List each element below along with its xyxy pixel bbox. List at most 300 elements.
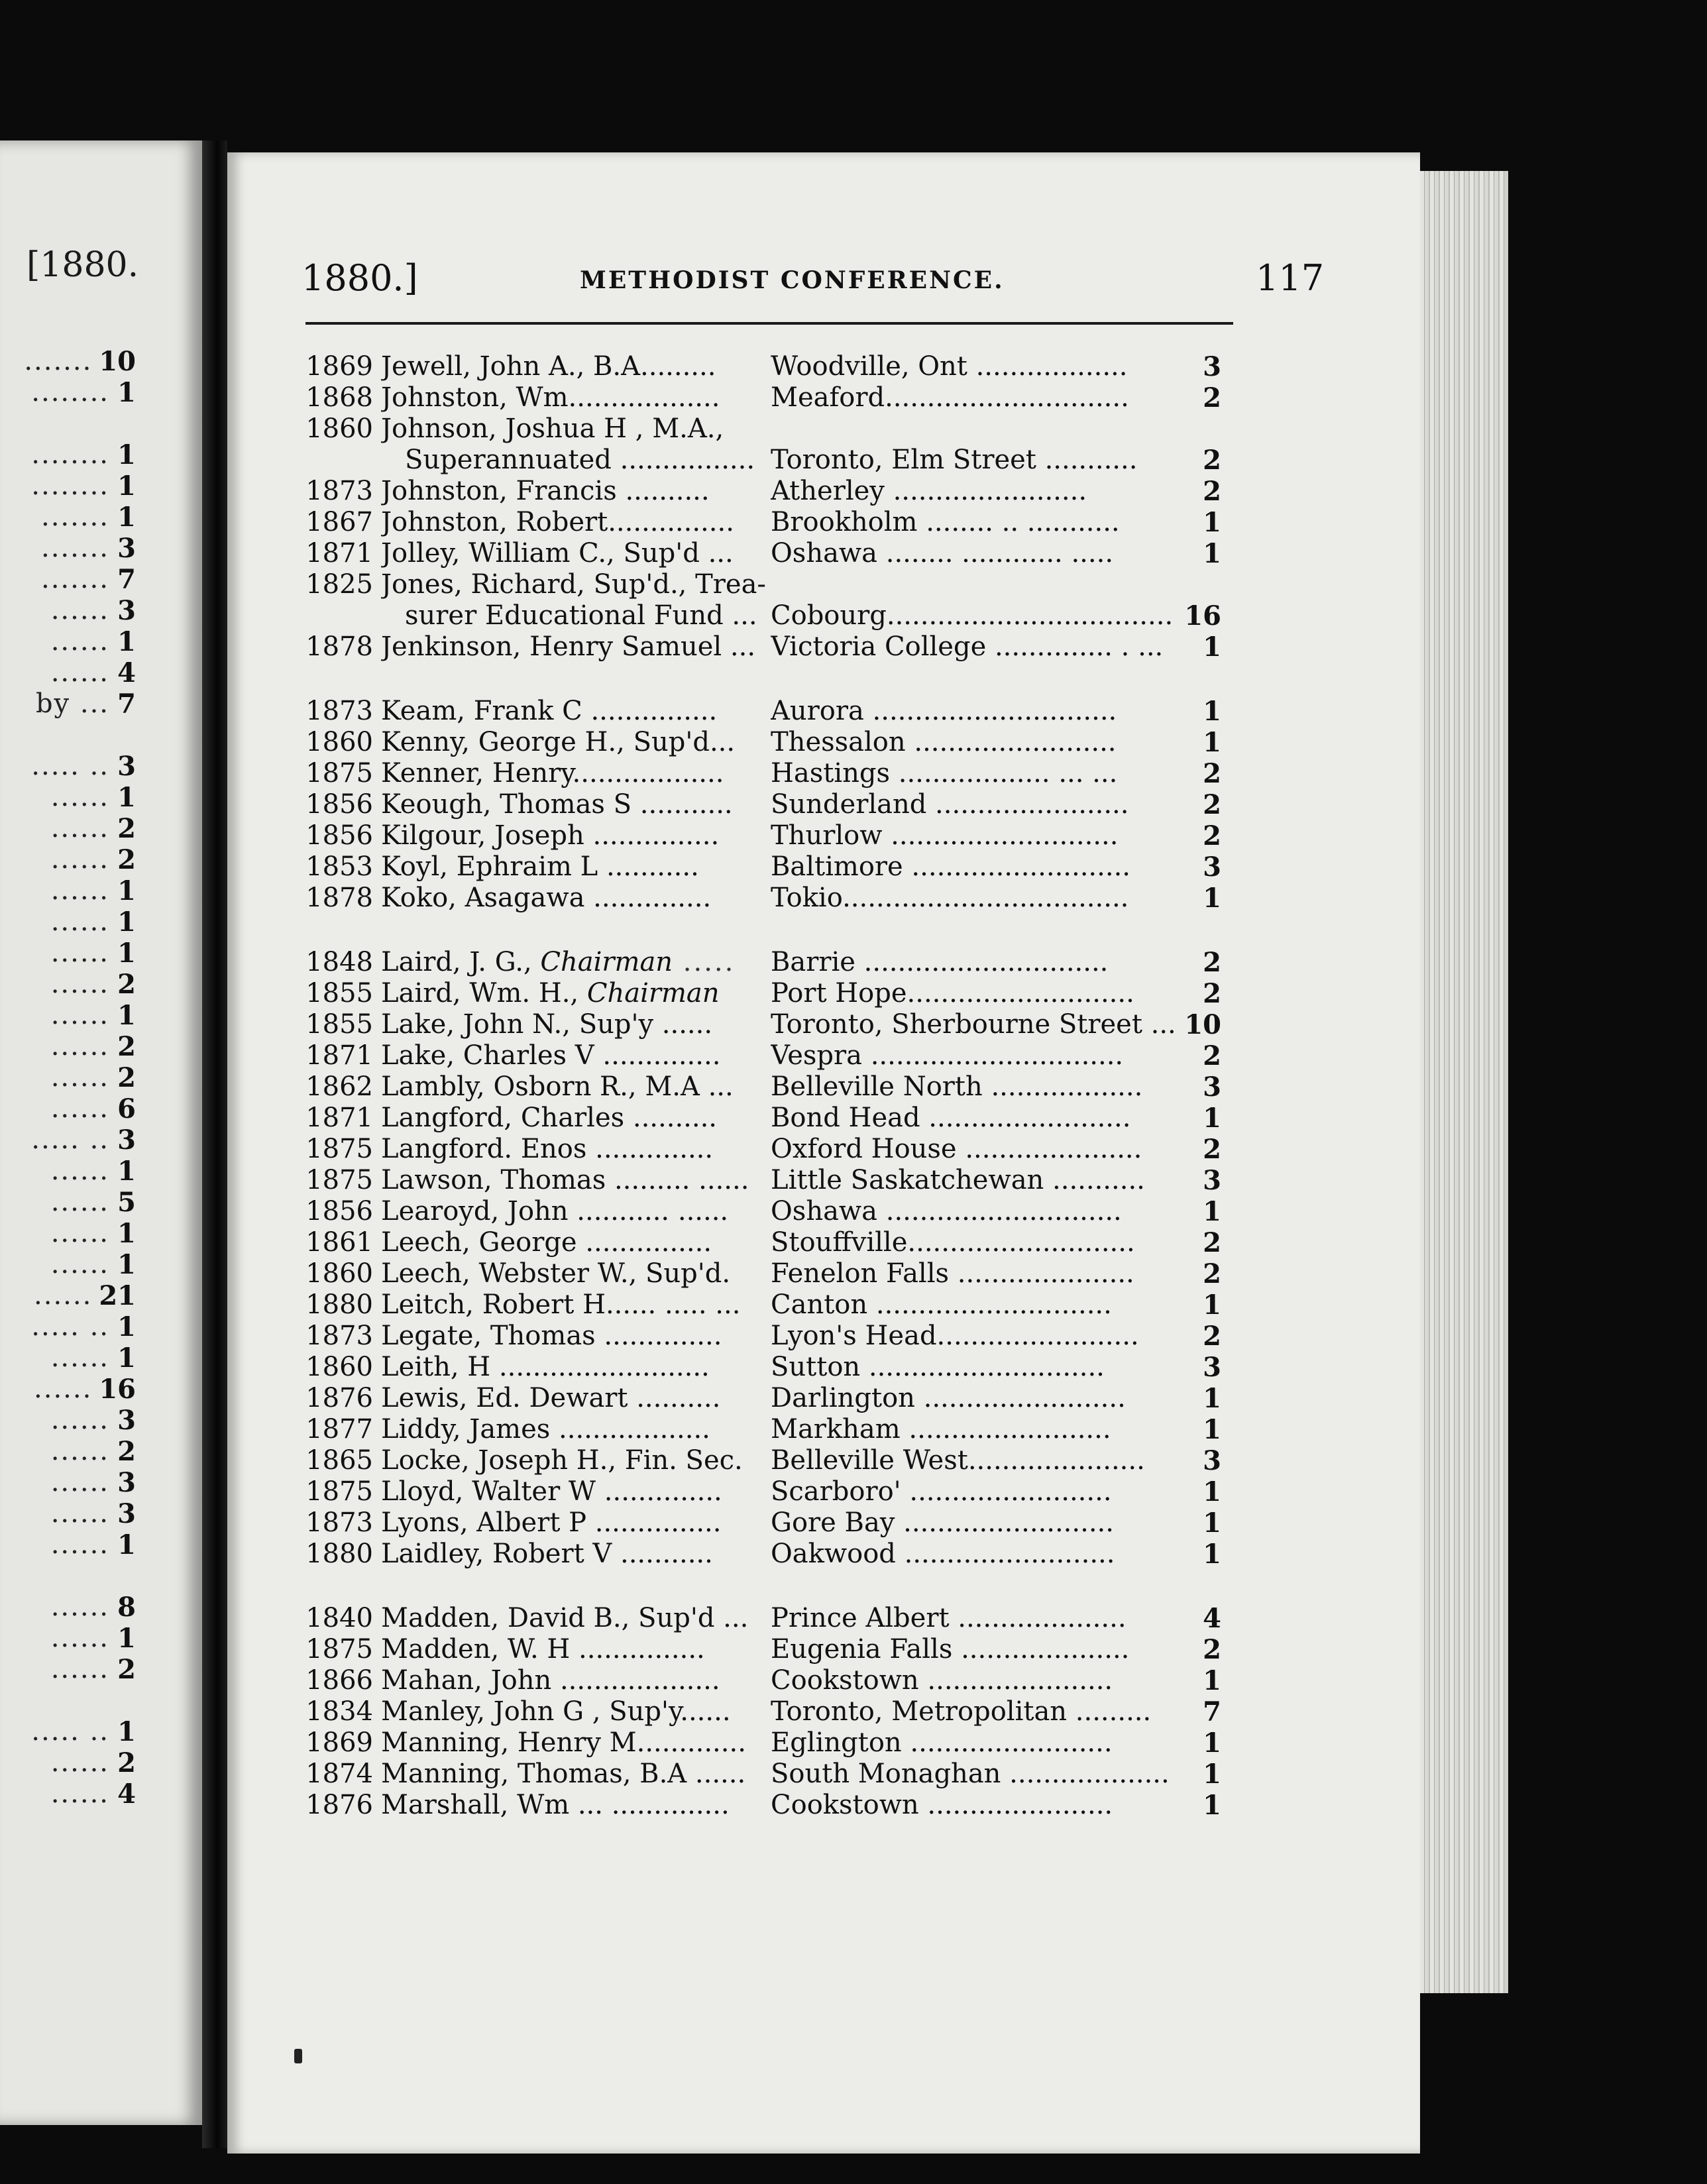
previous-page-row xyxy=(0,1623,136,1654)
minister-entry xyxy=(227,382,1420,413)
previous-page-row xyxy=(0,1716,136,1747)
entry-years-count: 2 xyxy=(1203,758,1221,789)
entry-name-text: Laird, J. G., xyxy=(381,947,541,977)
minister-entry xyxy=(227,727,1420,758)
previous-page-row xyxy=(0,1187,136,1218)
previous-page-row xyxy=(0,657,136,688)
minister-entry xyxy=(227,1603,1420,1634)
row-leader: ........ xyxy=(31,470,109,501)
entry-years-count: 1 xyxy=(1203,1289,1221,1321)
row-leader: ...... xyxy=(50,969,109,999)
row-value: 1 xyxy=(117,1311,136,1342)
minister-entry xyxy=(227,1352,1420,1383)
minister-entry xyxy=(227,445,1420,476)
row-leader: ...... xyxy=(50,1249,109,1280)
row-value: 1 xyxy=(117,938,136,969)
entry-years-count: 1 xyxy=(1203,1414,1221,1445)
minister-entry xyxy=(227,820,1420,851)
entry-years-count: 1 xyxy=(1203,1539,1221,1570)
entry-years-count: 16 xyxy=(1184,600,1221,631)
minister-entry xyxy=(227,1665,1420,1696)
entry-station: Sunderland ....................... xyxy=(771,789,1129,820)
minister-entry xyxy=(227,696,1420,727)
entry-name-text: Kenny, George H., Sup'd... xyxy=(381,727,736,757)
entry-station: Victoria College .............. . ... xyxy=(771,631,1164,662)
row-leader: ...... xyxy=(34,1374,93,1404)
entry-station: Thurlow ........................... xyxy=(771,820,1119,851)
entry-office-italic: Chairman xyxy=(586,978,720,1009)
entry-years-count: 1 xyxy=(1203,631,1221,663)
minister-entry xyxy=(227,947,1420,978)
entry-years-count: 1 xyxy=(1203,1790,1221,1821)
row-leader: ...... xyxy=(50,938,109,968)
entry-name-text: Lambly, Osborn R., M.A ... xyxy=(381,1071,734,1102)
entry-year: 1865 xyxy=(305,1445,373,1476)
entry-station: Oxford House ..................... xyxy=(771,1134,1142,1164)
entry-station: Gore Bay ......................... xyxy=(771,1507,1114,1538)
row-value: 1 xyxy=(117,1342,136,1374)
entry-year: 1860 xyxy=(305,1352,373,1382)
minister-entry xyxy=(227,538,1420,569)
previous-page-row xyxy=(0,1654,136,1685)
entry-station: Meaford............................. xyxy=(771,382,1129,413)
row-value: 6 xyxy=(117,1093,136,1124)
letter-group xyxy=(227,696,1420,914)
entry-name-text: Laird, Wm. H., xyxy=(381,978,587,1009)
main-page xyxy=(227,152,1420,2154)
entry-year: 1848 xyxy=(305,947,373,977)
entry-name-text: Kilgour, Joseph ............... xyxy=(381,820,720,851)
minister-entry xyxy=(227,1727,1420,1759)
entry-name-text: Jolley, William C., Sup'd ... xyxy=(381,538,734,569)
previous-page-row xyxy=(0,626,136,657)
row-leader: ...... xyxy=(50,1747,109,1778)
minister-entry xyxy=(227,1634,1420,1665)
minister-entry xyxy=(227,1383,1420,1414)
previous-page-row xyxy=(0,1093,136,1124)
letter-group xyxy=(227,351,1420,663)
row-leader: ..... .. xyxy=(31,751,109,781)
entry-year: 1876 xyxy=(305,1790,373,1820)
entry-year: 1855 xyxy=(305,1009,373,1040)
entry-name xyxy=(381,569,977,600)
row-value: 1 xyxy=(117,377,136,408)
entry-year: 1869 xyxy=(305,1727,373,1758)
minister-entry xyxy=(227,1103,1420,1134)
minister-entry xyxy=(227,1790,1420,1821)
entry-year: 1853 xyxy=(305,851,373,882)
previous-page-row xyxy=(0,844,136,875)
row-leader: ...... xyxy=(50,1062,109,1093)
minister-entry xyxy=(227,1134,1420,1165)
minister-entry xyxy=(227,1258,1420,1289)
minister-entry xyxy=(227,1696,1420,1727)
minister-entry xyxy=(227,883,1420,914)
minister-entry xyxy=(227,1227,1420,1258)
entry-years-count: 3 xyxy=(1203,1165,1221,1196)
entry-years-count: 3 xyxy=(1203,1071,1221,1103)
page-edge-stack xyxy=(1405,171,1508,1993)
row-leader: by ... xyxy=(35,688,109,719)
previous-page-row xyxy=(0,1405,136,1436)
previous-page-row xyxy=(0,408,136,439)
row-value: 2 xyxy=(117,1062,136,1093)
entry-station: Eugenia Falls .................... xyxy=(771,1634,1130,1665)
entry-year: 1855 xyxy=(305,978,373,1009)
letter-group xyxy=(227,947,1420,1570)
minister-entry xyxy=(227,1071,1420,1103)
previous-page-row xyxy=(0,533,136,564)
entry-year: 1875 xyxy=(305,1476,373,1507)
entry-year: 1877 xyxy=(305,1414,373,1445)
minister-entry xyxy=(227,1445,1420,1476)
previous-page-row xyxy=(0,1747,136,1778)
entry-year: 1880 xyxy=(305,1539,373,1569)
entry-years-count: 3 xyxy=(1203,1445,1221,1476)
entry-name-text: Lake, Charles V .............. xyxy=(381,1040,721,1071)
row-leader: ...... xyxy=(50,1623,109,1653)
entry-years-count: 3 xyxy=(1203,351,1221,382)
row-leader: ...... xyxy=(50,1778,109,1809)
entry-name-text: Manning, Thomas, B.A ...... xyxy=(381,1759,746,1789)
row-value: 1 xyxy=(117,782,136,813)
entry-year: 1860 xyxy=(305,727,373,757)
entry-name-text: Langford, Charles .......... xyxy=(381,1103,718,1133)
entry-station: Darlington ........................ xyxy=(771,1383,1126,1413)
entry-years-count: 1 xyxy=(1203,727,1221,758)
entry-station: Oakwood ......................... xyxy=(771,1539,1115,1569)
entry-name-text: Langford. Enos .............. xyxy=(381,1134,714,1164)
entry-years-count: 1 xyxy=(1203,1383,1221,1414)
minister-entry xyxy=(227,1196,1420,1227)
running-head-title: METHODIST CONFERENCE. xyxy=(580,266,1005,294)
entry-name-text: Johnston, Robert............... xyxy=(381,507,734,537)
minister-entry xyxy=(227,1414,1420,1445)
entry-years-count: 3 xyxy=(1203,1352,1221,1383)
previous-page-row xyxy=(0,1000,136,1031)
row-value: 1 xyxy=(117,439,136,470)
entry-station: Brookholm ........ .. ........... xyxy=(771,507,1120,537)
previous-page-row xyxy=(0,1778,136,1810)
entry-name-tail: ..... xyxy=(673,947,736,977)
entry-years-count: 2 xyxy=(1203,445,1221,476)
entry-station: Markham ........................ xyxy=(771,1414,1111,1445)
row-value: 3 xyxy=(117,595,136,626)
entry-year: 1878 xyxy=(305,883,373,913)
minister-entry xyxy=(227,851,1420,883)
entry-station: Oshawa ............................ xyxy=(771,1196,1122,1227)
entry-years-count: 2 xyxy=(1203,382,1221,413)
entry-name-text: Leech, George ............... xyxy=(381,1227,712,1258)
row-value: 2 xyxy=(117,969,136,1000)
row-leader: ....... xyxy=(24,346,93,376)
entry-name-text: Lewis, Ed. Dewart .......... xyxy=(381,1383,721,1413)
row-leader: ...... xyxy=(50,1093,109,1124)
entry-station: Toronto, Elm Street ........... xyxy=(771,445,1138,475)
row-leader: ...... xyxy=(50,1654,109,1684)
previous-page-row xyxy=(0,720,136,751)
row-leader: ...... xyxy=(50,875,109,906)
entry-year: 1873 xyxy=(305,1507,373,1538)
entry-years-count: 2 xyxy=(1203,947,1221,978)
entry-year: 1860 xyxy=(305,1258,373,1289)
entry-name-text: Madden, W. H ............... xyxy=(381,1634,705,1665)
entry-station: Hastings .................. ... ... xyxy=(771,758,1118,789)
entry-year: 1876 xyxy=(305,1383,373,1413)
row-value xyxy=(116,408,136,439)
entry-year: 1871 xyxy=(305,1103,373,1133)
entry-year: 1861 xyxy=(305,1227,373,1258)
entry-station: Canton ............................ xyxy=(771,1289,1112,1320)
entry-name-text: Superannuated ................ xyxy=(405,445,755,475)
row-leader: ...... xyxy=(50,626,109,657)
entry-station: Aurora ............................. xyxy=(771,696,1117,726)
previous-page-row xyxy=(0,1031,136,1062)
entry-years-count: 2 xyxy=(1203,820,1221,851)
entry-years-count: 2 xyxy=(1203,978,1221,1009)
entry-name-text: Jewell, John A., B.A......... xyxy=(381,351,716,382)
row-leader: ...... xyxy=(50,1156,109,1186)
row-value: 1 xyxy=(117,1249,136,1280)
row-leader: ...... xyxy=(50,1342,109,1373)
entry-name-text: Leitch, Robert H...... ..... ... xyxy=(381,1289,741,1320)
entry-station: South Monaghan ................... xyxy=(771,1759,1170,1789)
previous-page-row xyxy=(0,1342,136,1374)
entry-year: 1871 xyxy=(305,538,373,569)
row-leader: ..... .. xyxy=(31,1124,109,1155)
minister-entry xyxy=(227,1507,1420,1539)
row-value: 1 xyxy=(117,1529,136,1560)
row-value: 1 xyxy=(117,470,136,502)
entry-years-count: 2 xyxy=(1203,789,1221,820)
entry-years-count: 2 xyxy=(1203,1321,1221,1352)
previous-page-row xyxy=(0,1218,136,1249)
entry-name-text: Madden, David B., Sup'd ... xyxy=(381,1603,749,1633)
entry-name-text: Koko, Asagawa .............. xyxy=(381,883,712,913)
entry-year: 1856 xyxy=(305,1196,373,1227)
previous-page-row xyxy=(0,1529,136,1560)
row-leader: ........ xyxy=(31,377,109,408)
entry-years-count: 3 xyxy=(1203,851,1221,883)
row-leader: ...... xyxy=(50,1187,109,1217)
row-leader: ..... .. xyxy=(31,1716,109,1747)
entry-name-text: Kenner, Henry.................. xyxy=(381,758,724,789)
entry-years-count: 2 xyxy=(1203,1134,1221,1165)
row-value xyxy=(116,720,136,751)
entry-station: Cookstown ...................... xyxy=(771,1790,1113,1820)
entry-station: Baltimore .......................... xyxy=(771,851,1131,882)
entry-years-count: 1 xyxy=(1203,1727,1221,1759)
entry-years-count: 1 xyxy=(1203,1507,1221,1539)
entry-name-text: Manning, Henry M............. xyxy=(381,1727,746,1758)
entry-year: 1867 xyxy=(305,507,373,537)
entry-name-text: Keough, Thomas S ........... xyxy=(381,789,733,820)
entry-station: Barrie ............................. xyxy=(771,947,1109,977)
header-rule xyxy=(305,322,1233,325)
previous-page-fragment xyxy=(0,140,202,2125)
entry-years-count: 1 xyxy=(1203,696,1221,727)
row-leader: ...... xyxy=(50,782,109,812)
row-leader: ...... xyxy=(50,1031,109,1062)
row-value: 2 xyxy=(117,844,136,875)
entry-name-text: Lawson, Thomas ......... ...... xyxy=(381,1165,749,1195)
previous-page-row xyxy=(0,346,136,377)
entry-station: Port Hope........................... xyxy=(771,978,1134,1009)
entry-years-count: 2 xyxy=(1203,1040,1221,1071)
entry-station: Fenelon Falls ..................... xyxy=(771,1258,1134,1289)
minister-entry xyxy=(227,1759,1420,1790)
row-value: 2 xyxy=(117,1031,136,1062)
row-leader: ........ xyxy=(31,439,109,470)
row-value: 2 xyxy=(117,1654,136,1685)
previous-page-row xyxy=(0,595,136,626)
entry-name-text: Learoyd, John ........... ...... xyxy=(381,1196,729,1227)
previous-page-row xyxy=(0,1249,136,1280)
entry-years-count: 2 xyxy=(1203,1634,1221,1665)
previous-page-row xyxy=(0,969,136,1000)
row-value: 7 xyxy=(117,564,136,595)
entry-years-count: 1 xyxy=(1203,538,1221,569)
stray-ink-mark xyxy=(294,2049,302,2063)
row-value: 10 xyxy=(99,346,136,377)
entry-name-text: Marshall, Wm ... .............. xyxy=(381,1790,730,1820)
entry-station: Thessalon ........................ xyxy=(771,727,1117,757)
entry-station: Belleville North .................. xyxy=(771,1071,1143,1102)
row-leader: ...... xyxy=(50,1000,109,1030)
entry-station: Cobourg.................................. xyxy=(771,600,1174,631)
row-leader: ....... xyxy=(40,533,109,563)
entry-office-italic: Chairman xyxy=(540,947,673,977)
running-head-year: 1880.] xyxy=(302,257,418,299)
entry-station: Vespra .............................. xyxy=(771,1040,1124,1071)
minister-entry xyxy=(227,1476,1420,1507)
entry-station: Little Saskatchewan ........... xyxy=(771,1165,1145,1195)
previous-page-rows xyxy=(0,346,136,1810)
row-value: 4 xyxy=(117,1778,136,1810)
entry-years-count: 1 xyxy=(1203,1476,1221,1507)
row-value: 3 xyxy=(117,1405,136,1436)
entry-year: 1880 xyxy=(305,1289,373,1320)
row-leader: ....... xyxy=(40,564,109,594)
entry-year: 1834 xyxy=(305,1696,373,1727)
row-value: 3 xyxy=(117,533,136,564)
row-value: 2 xyxy=(117,813,136,844)
minister-entry xyxy=(227,631,1420,663)
entry-station: Oshawa ........ ............ ..... xyxy=(771,538,1114,569)
row-value: 4 xyxy=(117,657,136,688)
minister-entry xyxy=(227,351,1420,382)
entry-year: 1875 xyxy=(305,758,373,789)
row-value: 5 xyxy=(117,1187,136,1218)
entry-station: Sutton ............................ xyxy=(771,1352,1105,1382)
entry-name-text: Leech, Webster W., Sup'd. xyxy=(381,1258,731,1289)
entry-year: 1860 xyxy=(305,413,373,444)
entry-name-text: Johnston, Wm.................. xyxy=(381,382,720,413)
entry-station: Toronto, Sherbourne Street ... xyxy=(771,1009,1176,1040)
entry-name-text: Lake, John N., Sup'y ...... xyxy=(381,1009,713,1040)
row-value xyxy=(116,1685,136,1716)
entry-name xyxy=(381,413,977,445)
minister-entry xyxy=(227,1539,1420,1570)
previous-page-row xyxy=(0,938,136,969)
entry-station: Lyon's Head........................ xyxy=(771,1321,1139,1351)
minister-entry xyxy=(227,1321,1420,1352)
page-number: 117 xyxy=(1256,257,1325,299)
entry-years-count: 1 xyxy=(1203,883,1221,914)
previous-page-row xyxy=(0,813,136,844)
previous-page-row xyxy=(0,782,136,813)
previous-page-row xyxy=(0,1592,136,1623)
row-leader: ....... xyxy=(40,502,109,532)
minister-entry xyxy=(227,569,1420,600)
previous-page-row xyxy=(0,1560,136,1592)
minister-listing xyxy=(227,351,1420,1854)
letter-group xyxy=(227,1603,1420,1821)
row-value: 1 xyxy=(117,875,136,906)
row-leader: ...... xyxy=(50,1592,109,1622)
entry-name-text: Laidley, Robert V ........... xyxy=(381,1539,713,1569)
row-value: 1 xyxy=(117,906,136,938)
entry-name-text: Locke, Joseph H., Fin. Sec. xyxy=(381,1445,743,1476)
entry-year: 1868 xyxy=(305,382,373,413)
row-value: 2 xyxy=(117,1747,136,1778)
row-leader: ..... .. xyxy=(31,1311,109,1342)
entry-name-text: Jones, Richard, Sup'd., Trea- xyxy=(381,569,766,600)
entry-year: 1825 xyxy=(305,569,373,600)
entry-name-text: Johnson, Joshua H , M.A., xyxy=(381,413,724,444)
entry-year: 1874 xyxy=(305,1759,373,1789)
minister-entry xyxy=(227,1009,1420,1040)
row-value: 3 xyxy=(117,1124,136,1156)
entry-name-text: Jenkinson, Henry Samuel ... xyxy=(381,631,756,662)
previous-page-row xyxy=(0,1467,136,1498)
entry-years-count: 2 xyxy=(1203,476,1221,507)
entry-name-text: Koyl, Ephraim L ........... xyxy=(381,851,699,882)
minister-entry xyxy=(227,600,1420,631)
minister-entry xyxy=(227,507,1420,538)
previous-page-row xyxy=(0,1062,136,1093)
entry-station: Atherley ....................... xyxy=(771,476,1087,506)
entry-name-text: surer Educational Fund ... xyxy=(405,600,757,631)
row-value: 1 xyxy=(117,1716,136,1747)
page-header xyxy=(302,257,1468,303)
minister-entry xyxy=(227,758,1420,789)
row-leader: ...... xyxy=(50,844,109,875)
row-value: 7 xyxy=(117,688,136,720)
minister-entry xyxy=(227,1289,1420,1321)
entry-year: 1856 xyxy=(305,789,373,820)
minister-entry xyxy=(227,978,1420,1009)
row-value: 3 xyxy=(117,1498,136,1529)
entry-station: Woodville, Ont .................. xyxy=(771,351,1128,382)
entry-years-count: 1 xyxy=(1203,507,1221,538)
entry-year: 1875 xyxy=(305,1134,373,1164)
entry-station: Stouffville........................... xyxy=(771,1227,1135,1258)
book-gutter xyxy=(202,140,227,2148)
minister-entry xyxy=(227,476,1420,507)
entry-years-count: 1 xyxy=(1203,1759,1221,1790)
row-value: 1 xyxy=(117,1156,136,1187)
previous-page-row xyxy=(0,439,136,470)
entry-station: Belleville West..................... xyxy=(771,1445,1145,1476)
previous-page-row xyxy=(0,875,136,906)
row-value: 2 xyxy=(117,1436,136,1467)
row-leader: ...... xyxy=(34,1280,93,1311)
entry-year: 1873 xyxy=(305,696,373,726)
row-value: 1 xyxy=(117,1000,136,1031)
entry-year: 1862 xyxy=(305,1071,373,1102)
previous-page-row xyxy=(0,470,136,502)
